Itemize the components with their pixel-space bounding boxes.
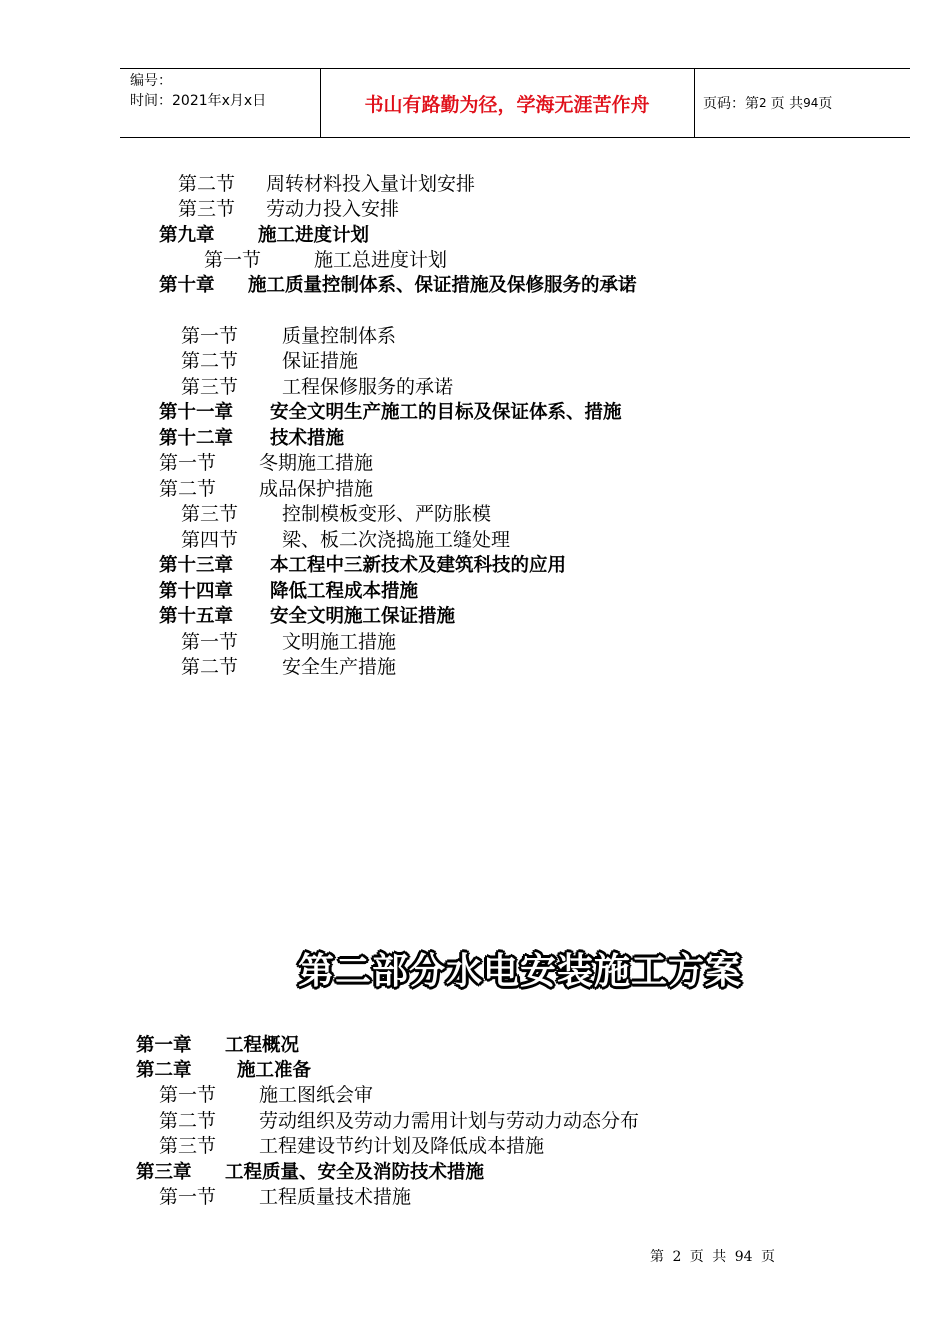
page-prefix: 页码：第 (703, 96, 759, 112)
toc-title: 施工总进度计划 (314, 249, 448, 271)
toc-label: 第一节 (181, 325, 239, 347)
toc-title: 工程建设节约计划及降低成本措施 (259, 1135, 545, 1157)
toc-title: 周转材料投入量计划安排 (266, 173, 476, 195)
page-suffix: 页 (818, 96, 833, 112)
time-label: 时间：2021年x月x日 (130, 93, 267, 109)
toc-label: 第三节 (181, 376, 239, 398)
toc-title: 质量控制体系 (282, 325, 397, 347)
toc-title: 文明施工措施 (282, 631, 397, 653)
toc-title: 劳动力投入安排 (266, 198, 400, 220)
toc-label: 第三节 (159, 1135, 217, 1157)
toc-title: 保证措施 (282, 350, 359, 372)
toc-title: 安全生产措施 (282, 656, 397, 678)
toc-label: 第二章 (136, 1060, 192, 1081)
toc-title: 安全文明生产施工的目标及保证体系、措施 (270, 402, 622, 423)
toc-title: 施工图纸会审 (259, 1084, 374, 1106)
toc-title: 安全文明施工保证措施 (270, 606, 456, 627)
toc-title: 技术措施 (270, 428, 345, 449)
toc-title: 工程概况 (225, 1035, 300, 1056)
toc-label: 第九章 (159, 225, 215, 246)
toc-label: 第十一章 (159, 402, 234, 423)
toc-label: 第一节 (159, 1186, 217, 1208)
toc-title: 成品保护措施 (259, 478, 374, 500)
toc-title: 工程质量、安全及消防技术措施 (225, 1162, 485, 1183)
toc-label: 第三节 (181, 503, 239, 525)
toc-title: 控制模板变形、严防胀模 (282, 503, 492, 525)
toc-label: 第十四章 (159, 581, 234, 602)
toc-label: 第四节 (181, 529, 239, 551)
toc-label: 第十五章 (159, 606, 234, 627)
toc-label: 第一节 (159, 452, 217, 474)
toc-label: 第一章 (136, 1035, 192, 1056)
toc-label: 第二节 (181, 350, 239, 372)
toc-title: 冬期施工措施 (259, 452, 374, 474)
toc-title: 梁、板二次浇捣施工缝处理 (282, 529, 511, 551)
toc-label: 第十二章 (159, 428, 234, 449)
toc-label: 第二节 (159, 1110, 217, 1132)
toc-label: 第二节 (159, 478, 217, 500)
toc-title: 施工准备 (237, 1060, 312, 1081)
toc-label: 第二节 (181, 656, 239, 678)
toc-label: 第三节 (178, 198, 236, 220)
toc-title: 施工进度计划 (258, 225, 370, 246)
toc-title: 本工程中三新技术及建筑科技的应用 (270, 555, 567, 576)
page-current: 2 (759, 96, 767, 110)
toc-label: 第一节 (159, 1084, 217, 1106)
toc-title: 工程质量技术措施 (259, 1186, 412, 1208)
header-divider (694, 69, 695, 137)
toc-label: 第十三章 (159, 555, 234, 576)
header-page-number (703, 69, 832, 137)
page-total: 94 (803, 96, 819, 110)
toc-title: 劳动组织及劳动力需用计划与劳动力动态分布 (259, 1110, 640, 1132)
number-label: 编号： (130, 73, 172, 89)
page-mid: 页 共 (770, 96, 804, 112)
toc-label: 第二节 (178, 173, 236, 195)
toc-title: 降低工程成本措施 (270, 581, 419, 602)
page-header (120, 68, 910, 138)
part-title: 第二部分水电安装施工方案 (297, 951, 742, 992)
toc-title: 施工质量控制体系、保证措施及保修服务的承诺 (248, 275, 637, 296)
toc-label: 第一节 (204, 249, 262, 271)
toc-title: 工程保修服务的承诺 (282, 376, 454, 398)
toc-label: 第一节 (181, 631, 239, 653)
toc-label: 第三章 (136, 1162, 192, 1183)
header-motto: 书山有路勤为径，学海无涯苦作舟 (364, 93, 650, 116)
header-left (130, 71, 266, 111)
toc-label: 第十章 (159, 275, 215, 296)
page-footer: 第 2 页 共 94 页 (650, 1249, 775, 1265)
